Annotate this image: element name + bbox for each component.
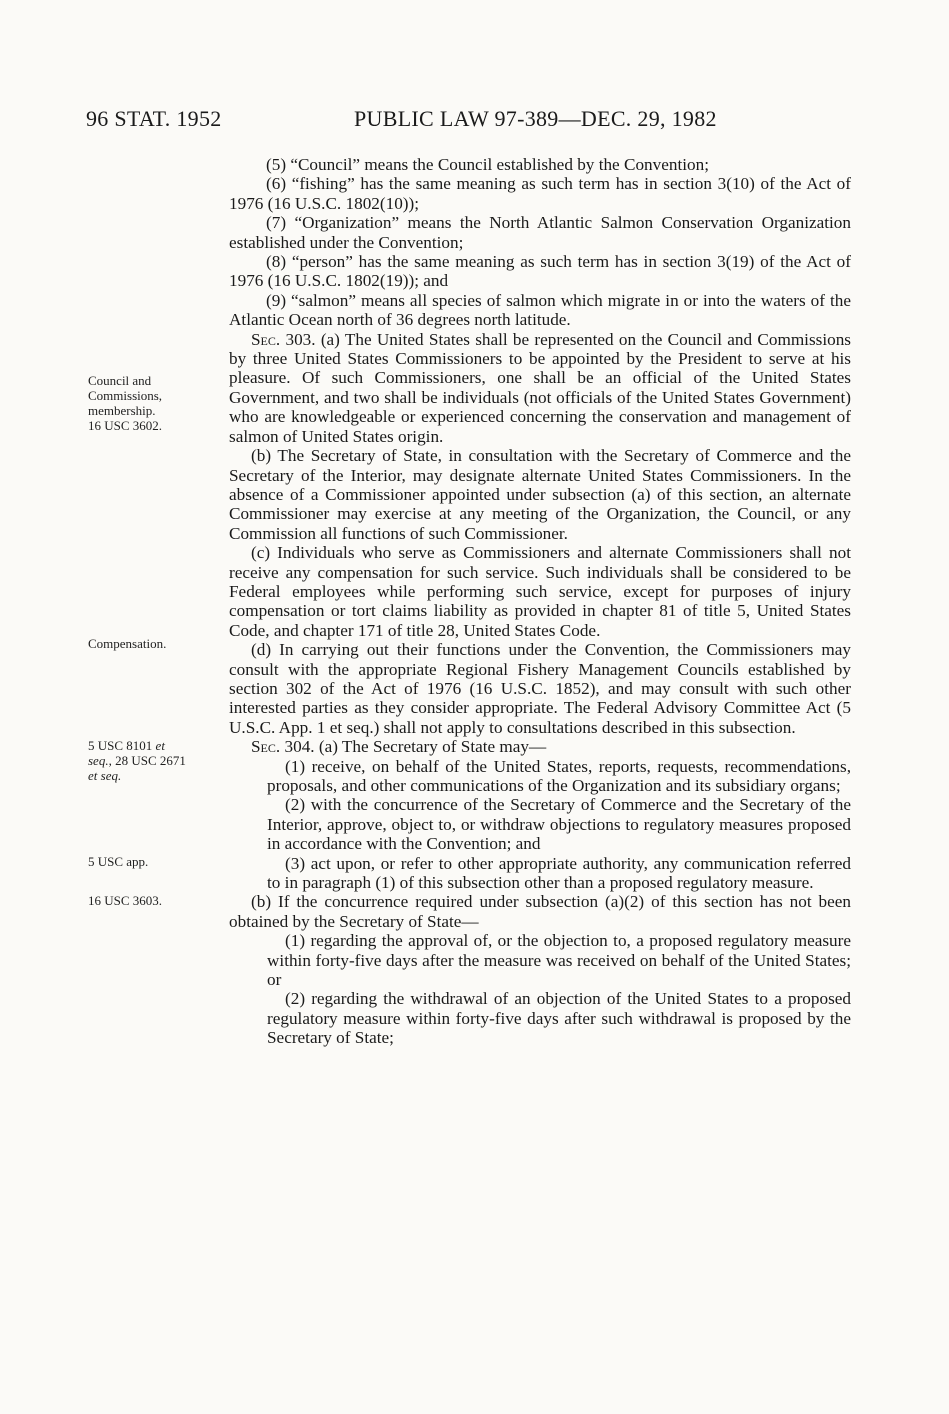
citation-text: 5 USC 8101 [88,738,153,753]
margin-note-compensation [88,636,218,651]
section-304-a-1: (1) receive, on behalf of the United States, reports, requests, recommendations, proposals, and other communications of the Organization and its subsidiary organs; [267,756,851,795]
margin-note-council-membership [88,373,218,433]
section-303-d: (d) In carrying out their functions under the Convention, the Commissioners may consult with the appropriate Regional Fishery Management Councils established by section 302 of the Act of 1976 (16 U.S.C. 1852), and may consult with such other interested parties as they consider appropriate. The Federal Advisory Committee Act (5 U.S.C. App. 1 et seq.) shall not apply to consultations described in this subsection. [229,640,851,737]
section-304-b-2: (2) regarding the withdrawal of an objection of the United States to a proposed regulatory measure within forty-five days after such withdrawal is proposed by the Secretary of State; [267,989,851,1048]
definition-fishing: (6) “fishing” has the same meaning as such term has in section 3(10) of the Act of 1976 (16 U.S.C. 1802(10)); [229,174,851,213]
margin-note-usc-app-text: 5 USC app. [88,854,149,869]
section-label: Sec [251,737,276,757]
section-label: Sec [251,329,276,349]
margin-note-line [88,768,218,783]
public-law-title: PUBLIC LAW 97-389—DEC. 29, 1982 [354,106,717,131]
section-304-a-text: . 304. (a) The Secretary of State may— [275,737,547,757]
margin-note-line [88,738,218,753]
page-header [86,106,856,136]
margin-note-usc-3603-text: 16 USC 3603. [88,893,163,908]
statute-page-reference: 96 STAT. 1952 [86,106,222,131]
section-303-b: (b) The Secretary of State, in consultation with the Secretary of Commerce and the Secretary of the Interior, may designate alternate United States Commissioners. In the absence of a Commissioner appointed under subsection (a) of this section, an alternate Commissioner may exercise at any meeting of the Organization, the Council, or any Commission all functions of such Commissioner. [229,446,851,543]
section-304-a-3: (3) act upon, or refer to other appropriate authority, any communication referred to in paragraph (1) of this subsection other than a proposed regulatory measure. [267,853,851,893]
citation-italic: et seq. [88,768,122,783]
margin-note-usc-app [88,854,218,869]
section-304-b-1: (1) regarding the approval of, or the objection to, a proposed regulatory measure within forty-five days after the measure was received on behalf of the United States; or [267,931,851,990]
section-304-a [229,737,851,756]
margin-note-line: Council and [88,373,152,388]
section-304-b: (b) If the concurrence required under subsection (a)(2) of this section has not been obtained by the Secretary of State— [229,892,851,931]
section-303-c: (c) Individuals who serve as Commissioners and alternate Commissioners shall not receive any compensation for such service. Such individuals shall be considered to be Federal employees while performing such service, except for purposes of injury compensation or tort claims liability as provided in chapter 81 of title 5, United States Code, and chapter 171 of title 28, United States Code. [229,543,851,640]
margin-note-usc-3603 [88,893,218,908]
margin-note-compensation-text: Compensation. [88,636,167,651]
section-303-a [229,330,851,446]
statute-body [229,155,851,1048]
citation-italic: et [155,738,165,753]
definition-person: (8) “person” has the same meaning as such term has in section 3(19) of the Act of 1976 (16 U.S.C. 1802(19)); and [229,252,851,291]
section-303-a-text: . 303. (a) The United States shall be represented on the Council and Commissions by three United States Commissioners to be appointed by the President to serve at his pleasure. Of such Commissioners, one shall be an official of the United States Government, and two shall be individuals (not officials of the United States Government) who are knowledgeable or experienced concerning the conservation and management of salmon of United States origin. [229,329,851,446]
definition-organization: (7) “Organization” means the North Atlantic Salmon Conservation Organization established under the Convention; [229,213,851,252]
margin-note-line: membership. [88,403,156,418]
margin-note-line [88,753,218,768]
margin-note-usc-8101 [88,738,218,783]
definition-salmon: (9) “salmon” means all species of salmon which migrate in or into the waters of the Atlantic Ocean north of 36 degrees north latitude. [229,290,851,330]
citation-text: , 28 USC 2671 [108,753,186,768]
definition-council: (5) “Council” means the Council established by the Convention; [266,155,709,174]
citation-italic: seq. [88,753,109,768]
section-304-a-2: (2) with the concurrence of the Secretary of Commerce and the Secretary of the Interior, approve, object to, or withdraw objections to regulatory measures proposed in accordance with the Convention; and [267,795,851,854]
margin-note-line: 16 USC 3602. [88,418,163,433]
margin-note-line: Commissions, [88,388,163,403]
